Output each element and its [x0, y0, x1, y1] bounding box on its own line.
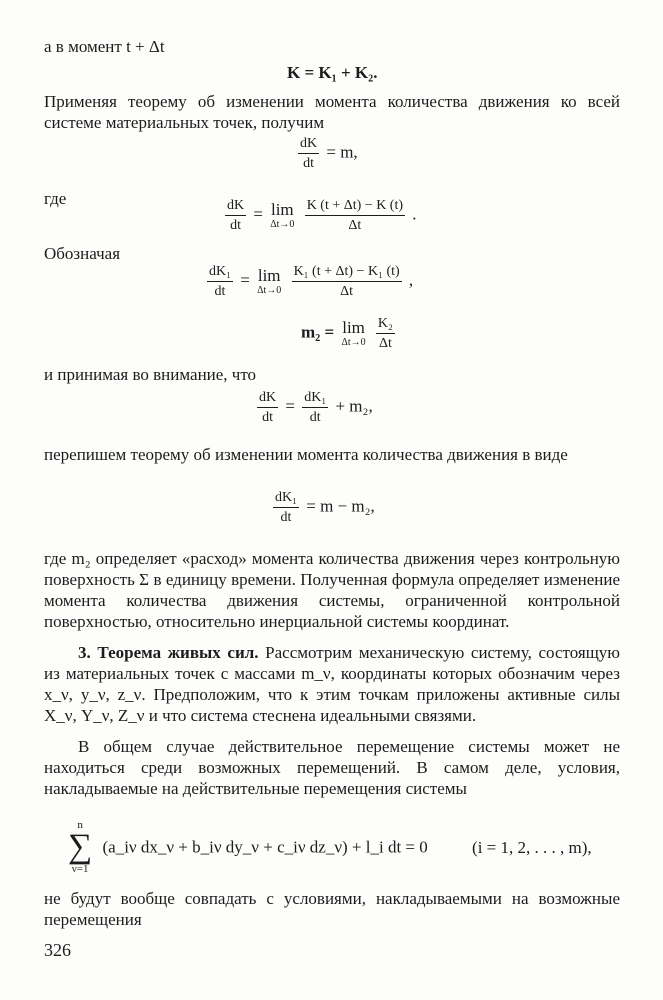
- text-oboznachaya: Обозначая: [44, 244, 121, 263]
- paragraph-apply-theorem: Применяя теорему об изменении момента количества движения ко всей системе материальных точек, получим: [44, 92, 620, 132]
- equation-dk-sum: [254, 388, 373, 427]
- fraction-numerator: K₂: [376, 314, 395, 334]
- paragraph-last: не будут вообще совпадать с условиями, накладываемыми на возможные перемещения: [44, 889, 620, 929]
- sum-lower-limit: ν=1: [71, 863, 89, 875]
- fraction-numerator: dK₁: [207, 262, 233, 282]
- fraction-k2-dt: [376, 314, 395, 353]
- limit-subscript: Δt→0: [341, 336, 366, 348]
- section-body: Рассмотрим механическую систему, состоящую из материальных точек с массами m_ν, координаты которых обозначим через x_ν, y_ν, z_ν. Предположим, что к этим точкам приложены активные силы X_ν, Y_ν, Z_ν и что система стеснена идеальными связями.: [44, 643, 620, 725]
- fraction-dk1-dt: [273, 488, 299, 527]
- constraint-expression: (a_iν dx_ν + b_iν dy_ν + c_iν dz_ν) + l_i dt = 0: [102, 837, 428, 857]
- fraction-dk-dt: [298, 134, 319, 173]
- equals-sign: =: [253, 204, 263, 224]
- fraction-numerator: dK: [225, 196, 246, 216]
- limit-operator: [270, 201, 294, 231]
- fraction-denominator: Δt: [348, 218, 362, 233]
- limit-operator: [257, 267, 281, 297]
- equation-dk-dt-m: [295, 134, 358, 173]
- paragraph-m2-rashod: где m₂ определяет «расход» момента количества движения через контрольную поверхность Σ в единицу времени. Полученная формула определяет изменение момента количества движения системы, ограниченной контрольной поверхностью, относительно инерциальной системы координат.: [44, 549, 620, 631]
- limit-subscript: Δt→0: [270, 218, 295, 230]
- limit-label: lim: [257, 265, 281, 285]
- fraction-numerator: dK₁: [302, 388, 328, 408]
- page-number: 326: [44, 940, 71, 960]
- fraction-dk1-dt: [302, 388, 328, 427]
- fraction-difference: [292, 262, 402, 301]
- fraction-denominator: Δt: [340, 284, 354, 299]
- equation-k-sum: K = K₁ + K₂.: [287, 63, 378, 82]
- equation-dk-limit: [222, 196, 417, 235]
- limit-subscript: Δt→0: [257, 284, 282, 296]
- fraction-denominator: dt: [309, 410, 321, 425]
- fraction-denominator: dt: [303, 156, 314, 171]
- equation-rhs: = m,: [326, 142, 358, 162]
- fraction-numerator: dK: [257, 388, 278, 408]
- equation-dk1-m-m2: [270, 488, 375, 527]
- fraction-dk1-dt: [207, 262, 233, 301]
- fraction-numerator: dK₁: [273, 488, 299, 508]
- fraction-dk-dt: [225, 196, 246, 235]
- limit-label: lim: [270, 199, 294, 219]
- equation-m2-limit: [301, 314, 398, 353]
- section-title: 3. Теорема живых сил.: [78, 643, 259, 662]
- paragraph-perepishem: перепишем теорему об изменении момента количества движения в виде: [44, 445, 568, 464]
- text-moment: а в момент t + Δt: [44, 37, 165, 56]
- fraction-numerator: K (t + Δt) − K (t): [305, 196, 405, 216]
- text-prinimaya: и принимая во внимание, что: [44, 365, 257, 384]
- equation-lhs: m₂ =: [301, 322, 335, 342]
- paragraph-general-case: В общем случае действительное перемещение системы может не находиться среди возможных перемещений. В самом деле, условия, накладываемые на действительные перемещения системы: [44, 737, 620, 798]
- equals-sign: =: [285, 396, 295, 416]
- fraction-dk-dt: [257, 388, 278, 427]
- index-range: (i = 1, 2, . . . , m),: [472, 837, 592, 857]
- equation-dk1-limit: [204, 262, 413, 301]
- fraction-denominator: dt: [280, 510, 292, 525]
- fraction-numerator: dK: [298, 134, 319, 154]
- punctuation: ,: [408, 270, 414, 290]
- fraction-denominator: dt: [262, 410, 273, 425]
- fraction-denominator: dt: [230, 218, 241, 233]
- fraction-denominator: dt: [214, 284, 226, 299]
- limit-label: lim: [342, 317, 365, 337]
- fraction-denominator: Δt: [378, 336, 392, 351]
- text-gde: где: [44, 189, 67, 208]
- equation-rhs: + m₂,: [335, 396, 373, 416]
- summation-operator: [68, 818, 92, 876]
- paragraph-theorem-3: [44, 642, 620, 726]
- fraction-numerator: K₁ (t + Δt) − K₁ (t): [292, 262, 402, 282]
- equation-rhs: = m − m₂,: [306, 496, 375, 516]
- sum-upper-limit: n: [77, 819, 83, 831]
- fraction-difference: [305, 196, 405, 235]
- punctuation: .: [412, 204, 417, 224]
- equation-constraints: [68, 818, 592, 876]
- equals-sign: =: [240, 270, 250, 290]
- sum-sign: ∑: [68, 828, 93, 865]
- limit-operator: [341, 319, 365, 349]
